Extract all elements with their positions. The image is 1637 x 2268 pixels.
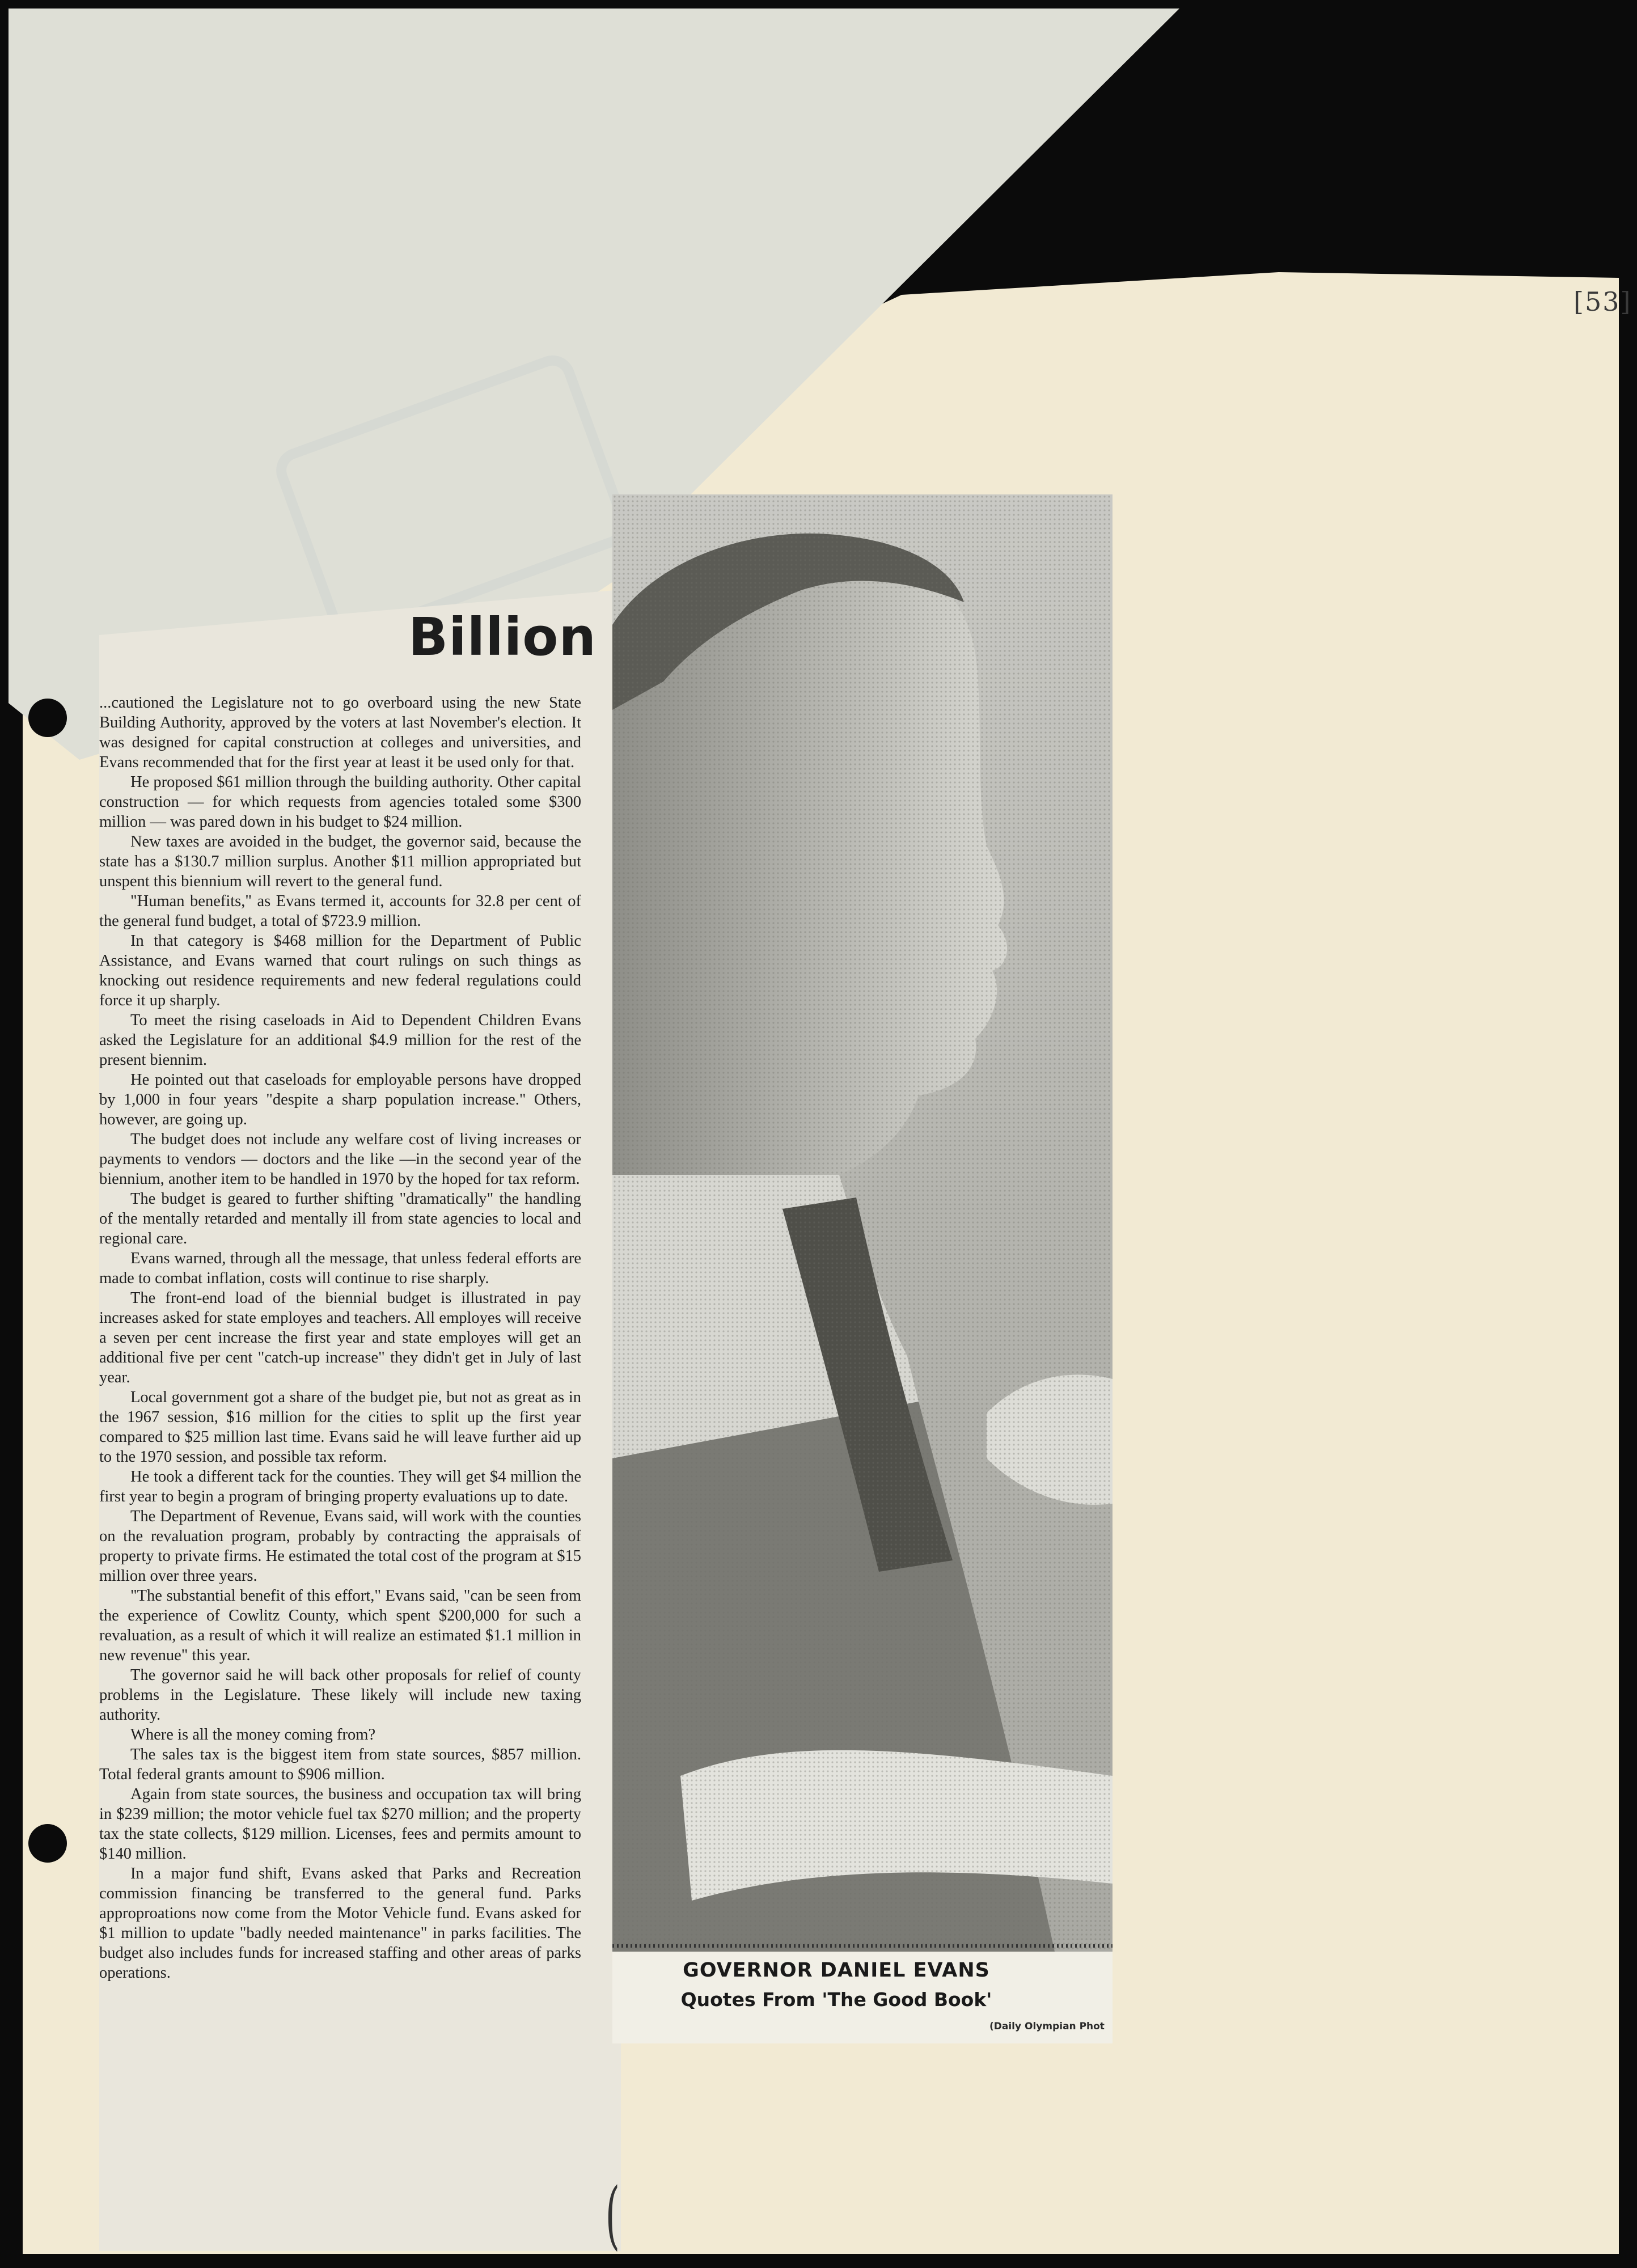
photo-caption-subtitle: Quotes From 'The Good Book' — [680, 1988, 992, 2011]
headline: Billion — [408, 607, 597, 667]
article-paragraph: He took a different tack for the counties. They will get $4 million the first year to begin a program of bringing property evaluations up to date. — [99, 1468, 581, 1505]
photo-caption-name: GOVERNOR DANIEL EVANS — [683, 1959, 990, 1982]
article-paragraph: New taxes are avoided in the budget, the governor said, because the state has a $130.7 million surplus. Another $11 million appropriated but unspent this biennium will revert to the general fund. — [99, 833, 581, 890]
handwritten-bracket: ( — [605, 2172, 620, 2258]
article-paragraph: Local government got a share of the budget pie, but not as great as in the 1967 session, $16 million for the cities to split up the first year compared to $25 million last time. Evans said he will leave further aid up to the 1970 session, and possible tax reform. — [99, 1389, 581, 1466]
article-paragraph: He pointed out that caseloads for employable persons have dropped by 1,000 in four years "despite a sharp population increase." Others, however, are going up. — [99, 1071, 581, 1128]
article-paragraph: The governor said he will back other proposals for relief of county problems in the Legislature. These likely will include new taxing authority. — [99, 1666, 581, 1724]
article-paragraph: To meet the rising caseloads in Aid to Dependent Children Evans asked the Legislature for an additional $4.9 million for the rest of the present biennim. — [99, 1012, 581, 1069]
article-paragraph: The budget does not include any welfare cost of living increases or payments to vendors — doctors and the like —in the second year of the biennium, another item to be handled in 1970 by the hoped for tax reform. — [99, 1131, 581, 1188]
punch-hole-bottom — [28, 1824, 67, 1863]
photo-clipping — [612, 494, 1113, 2043]
article-paragraph: The front-end load of the biennial budget is illustrated in pay increases asked for state employes and teachers. All employes will receive a seven per cent increase the first year and state employes will get an additional five per cent "catch-up increase" they didn't get in July of last year. — [99, 1289, 581, 1386]
article-paragraph: Where is all the money coming from? — [130, 1726, 376, 1744]
article-paragraph: In that category is $468 million for the Department of Public Assistance, and Evans warned that court rulings on such things as knocking out residence requirements and new federal regulations could force it up sharply. — [99, 932, 581, 1009]
governor-portrait-photo — [612, 494, 1113, 1952]
article-paragraph: He proposed $61 million through the building authority. Other capital construction — for which requests from agencies totaled some $300 million — was pared down in his budget to $24 million. — [99, 773, 581, 831]
article-paragraph: "Human benefits," as Evans termed it, accounts for 32.8 per cent of the general fund budget, a total of $723.9 million. — [99, 892, 581, 930]
punch-hole-top — [28, 699, 67, 737]
article-paragraph: "The substantial benefit of this effort," Evans said, "can be seen from the experience of Cowlitz County, which spent $200,000 for such a revaluation, as a result of which it will realize an estimated $1.1 million in new revenue" this year. — [99, 1587, 581, 1664]
article-body — [99, 693, 581, 1983]
article-paragraph: Evans warned, through all the message, that unless federal efforts are made to combat inflation, costs will continue to rise sharply. — [99, 1250, 581, 1287]
article-paragraph: Again from state sources, the business and occupation tax will bring in $239 million; the motor vehicle fuel tax $270 million; and the property tax the state collects, $129 million. Licenses, fees and permits amount to $140 million. — [99, 1785, 581, 1863]
article-paragraph: The Department of Revenue, Evans said, will work with the counties on the revaluation program, probably by contracting the appraisals of property to private firms. He estimated the total cost of the program at $15 million over three years. — [99, 1508, 582, 1585]
article-paragraph: ...cautioned the Legislature not to go overboard using the new State Building Authority, approved by the voters at last November's election. It was designed for capital construction at colleges and universities, and Evans recommended that for the first year at least it be used only for that. — [99, 694, 581, 771]
article-paragraph: The sales tax is the biggest item from state sources, $857 million. Total federal grants amount to $906 million. — [99, 1746, 581, 1783]
article-paragraph: In a major fund shift, Evans asked that Parks and Recreation commission financing be transferred to the general fund. Parks approproations now come from the Motor Vehicle fund. Evans asked for $1 million to update "badly needed maintenance" in parks facilities. The budget also includes funds for increased staffing and other areas of parks operations. — [99, 1865, 581, 1982]
page-number: [53] — [1573, 286, 1632, 317]
article-paragraph: The budget is geared to further shifting "dramatically" the handling of the mentally retarded and mentally ill from state agencies to local and regional care. — [99, 1190, 581, 1247]
photo-credit: (Daily Olympian Phot — [989, 2021, 1105, 2032]
